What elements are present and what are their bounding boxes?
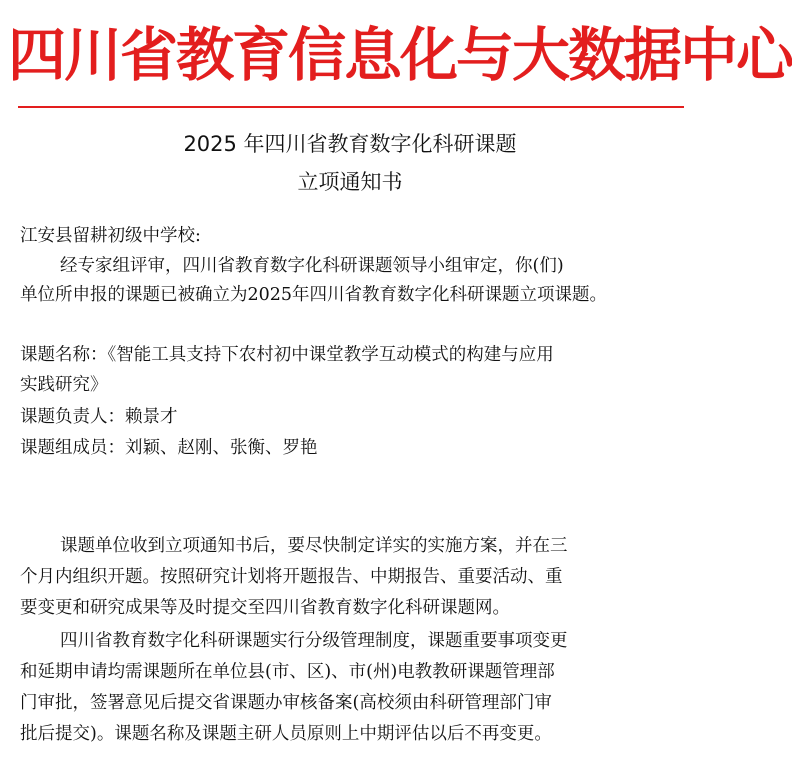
addressee: 江安县留耕初级中学校:: [20, 226, 201, 246]
paragraph-line: 批后提交)。课题名称及课题主研人员原则上中期评估以后不再变更。: [20, 724, 552, 744]
intro-line: 单位所申报的课题已被确立为2025年四川省教育数字化科研课题立项课题。: [20, 285, 608, 305]
project-name-line: 课题名称：《智能工具支持下农村初中课堂教学互动模式的构建与应用: [20, 345, 554, 365]
project-name-line: 实践研究》: [20, 375, 108, 395]
paragraph-line: 要变更和研究成果等及时提交至四川省教育数字化科研课题网。: [20, 598, 510, 618]
notice-title: 2025 年四川省教育数字化科研课题: [183, 132, 517, 156]
project-members: 课题组成员：刘颖、赵刚、张衡、罗艳: [20, 438, 318, 458]
intro-line: 经专家组评审，四川省教育数字化科研课题领导小组审定，你(们): [60, 256, 564, 276]
paragraph-line: 门审批，签署意见后提交省课题办审核备案(高校须由科研管理部门审: [20, 693, 552, 713]
red-divider-line: [18, 106, 684, 108]
paragraph-line: 个月内组织开题。按照研究计划将开题报告、中期报告、重要活动、重: [20, 567, 563, 587]
paragraph-line: 和延期申请均需课题所在单位县(市、区)、市(州)电教教研课题管理部: [20, 662, 555, 682]
paragraph-line: 四川省教育数字化科研课题实行分级管理制度，课题重要事项变更: [60, 631, 568, 651]
paragraph-line: 课题单位收到立项通知书后，要尽快制定详实的实施方案，并在三: [60, 536, 568, 556]
issuer-masthead: 四川省教育信息化与大数据中心: [8, 21, 792, 89]
notice-subtitle: 立项通知书: [297, 170, 403, 194]
project-leader: 课题负责人：赖景才: [20, 407, 178, 427]
